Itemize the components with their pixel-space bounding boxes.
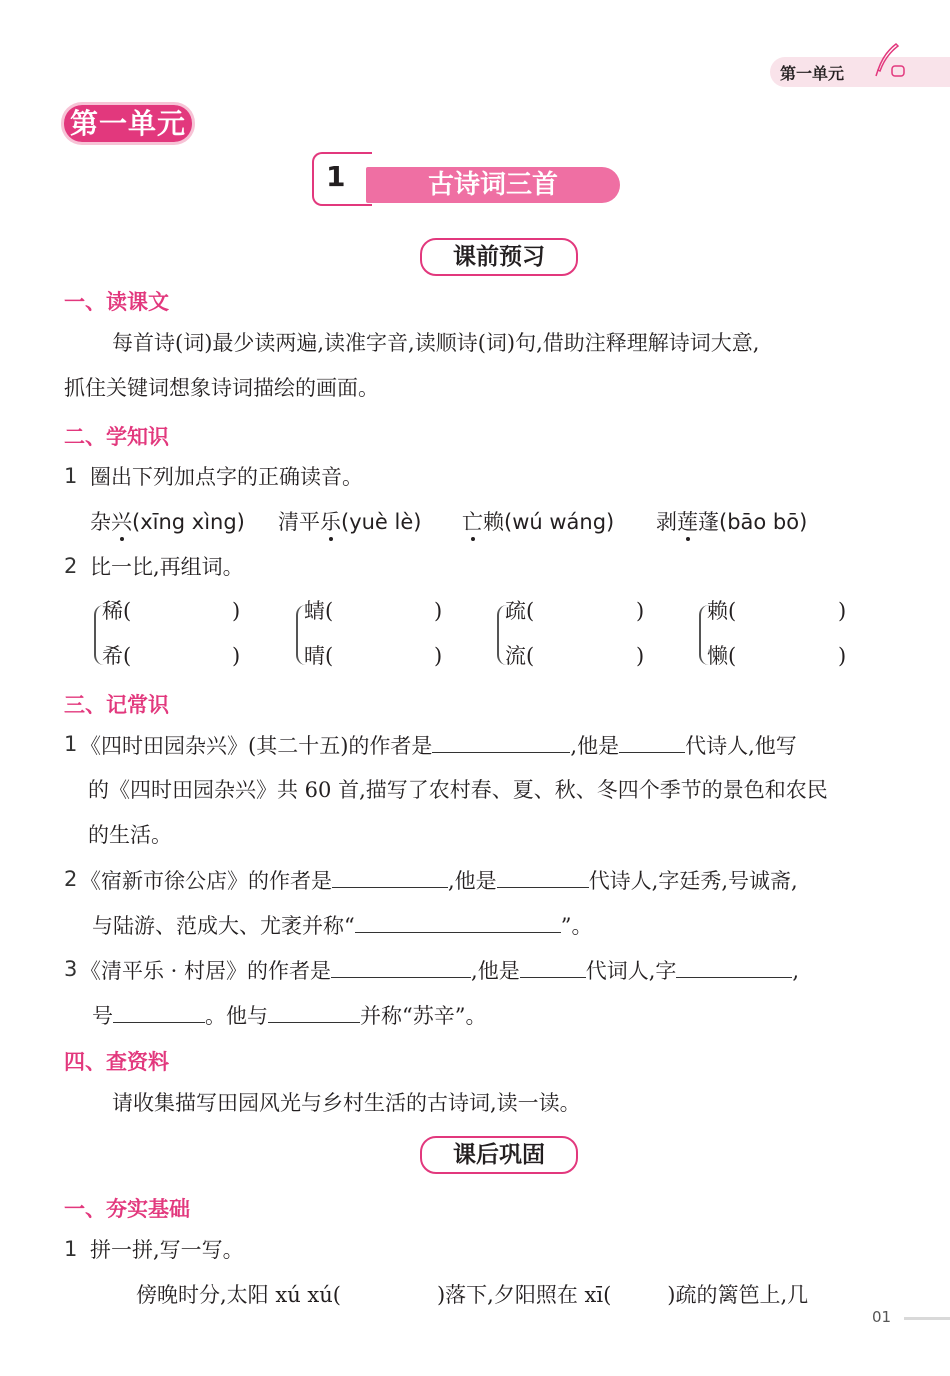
question-number: 3 [64,957,78,981]
compare-close: ) [636,599,645,623]
page-number-rule [904,1317,950,1320]
section-heading-read: 一、读课文 [64,290,169,314]
question-number: 1 [64,1237,78,1261]
compare-word-a: 蜻( [304,599,334,623]
section-heading-research: 四、查资料 [64,1050,169,1074]
s5-q1-text: 拼一拼,写一写。 [90,1238,244,1262]
quill-ink-icon [868,40,908,84]
pinyin-item[interactable]: 亡赖(wú wáng) [462,510,615,534]
s3-q1-line3: 的生活。 [88,823,172,847]
s3-q3-line2: 号 。他与 并称“苏辛”。 [92,1000,486,1031]
fill-blank[interactable] [355,910,561,933]
compare-close: ) [434,644,443,668]
fill-blank[interactable] [332,865,448,888]
s5-q1-sentence: 傍晚时分,太阳 xú xú( )落下,夕阳照在 xī( )疏的篱笆上,几 [136,1283,809,1307]
s3-q1-line2: 的《四时田园杂兴》共 60 首,描写了农村春、夏、秋、冬四个季节的景色和农民 [88,778,828,802]
s3-q1-line1: 《四时田园杂兴》(其二十五)的作者是 ,他是 代诗人,他写 [80,730,797,761]
compare-word-b: 晴( [304,644,334,668]
pinyin-item[interactable]: 剥莲蓬(bāo bō) [656,510,808,534]
s3-q2-line2: 与陆游、范成大、尤袤并称“ ”。 [92,910,593,941]
compare-close: ) [838,644,847,668]
section-heading-basics: 一、夯实基础 [64,1197,190,1221]
fill-blank[interactable] [268,1000,360,1023]
compare-word-b: 希( [102,644,132,668]
fill-blank[interactable] [113,1000,205,1023]
page-number: 01 [872,1308,892,1326]
s2-q1-text: 圈出下列加点字的正确读音。 [90,465,363,489]
compare-close: ) [232,599,241,623]
pre-class-badge: 课前预习 [420,238,578,276]
section-heading-common-sense: 三、记常识 [64,693,169,717]
compare-word-a: 稀( [102,599,132,623]
compare-word-b: 懒( [707,644,737,668]
s1-line1: 每首诗(词)最少读两遍,读准字音,读顺诗(词)句,借助注释理解诗词大意, [112,331,760,355]
s4-text: 请收集描写田园风光与乡村生活的古诗词,读一读。 [112,1091,581,1115]
unit-title: 第一单元 [64,102,192,142]
post-class-badge: 课后巩固 [420,1136,578,1174]
pinyin-item[interactable]: 清平乐(yuè lè) [278,510,422,534]
compare-word-a: 疏( [505,599,535,623]
fill-blank[interactable] [497,865,589,888]
compare-close: ) [636,644,645,668]
question-number: 2 [64,867,78,891]
compare-word-a: 赖( [707,599,737,623]
fill-blank[interactable] [619,730,685,753]
unit-tab-label: 第一单元 [780,64,845,83]
lesson-number: 1 [326,160,346,193]
question-number: 1 [64,732,78,756]
question-number: 1 [64,464,78,488]
compare-close: ) [838,599,847,623]
s1-line2: 抓住关键词想象诗词描绘的画面。 [64,376,379,400]
section-heading-knowledge: 二、学知识 [64,425,169,449]
s3-q3-line1: 《清平乐 · 村居》的作者是 ,他是 代词人,字 , [80,955,799,986]
compare-close: ) [232,644,241,668]
s2-q2-text: 比一比,再组词。 [90,555,244,579]
compare-close: ) [434,599,443,623]
fill-blank[interactable] [331,955,471,978]
fill-blank[interactable] [520,955,586,978]
question-number: 2 [64,554,78,578]
fill-blank[interactable] [676,955,792,978]
lesson-title: 古诗词三首 [427,170,558,200]
s3-q2-line1: 《宿新市徐公店》的作者是 ,他是 代诗人,字廷秀,号诚斋, [80,865,798,896]
pinyin-item[interactable]: 杂兴(xīng xìng) [90,510,245,534]
compare-word-b: 流( [505,644,535,668]
fill-blank[interactable] [432,730,570,753]
